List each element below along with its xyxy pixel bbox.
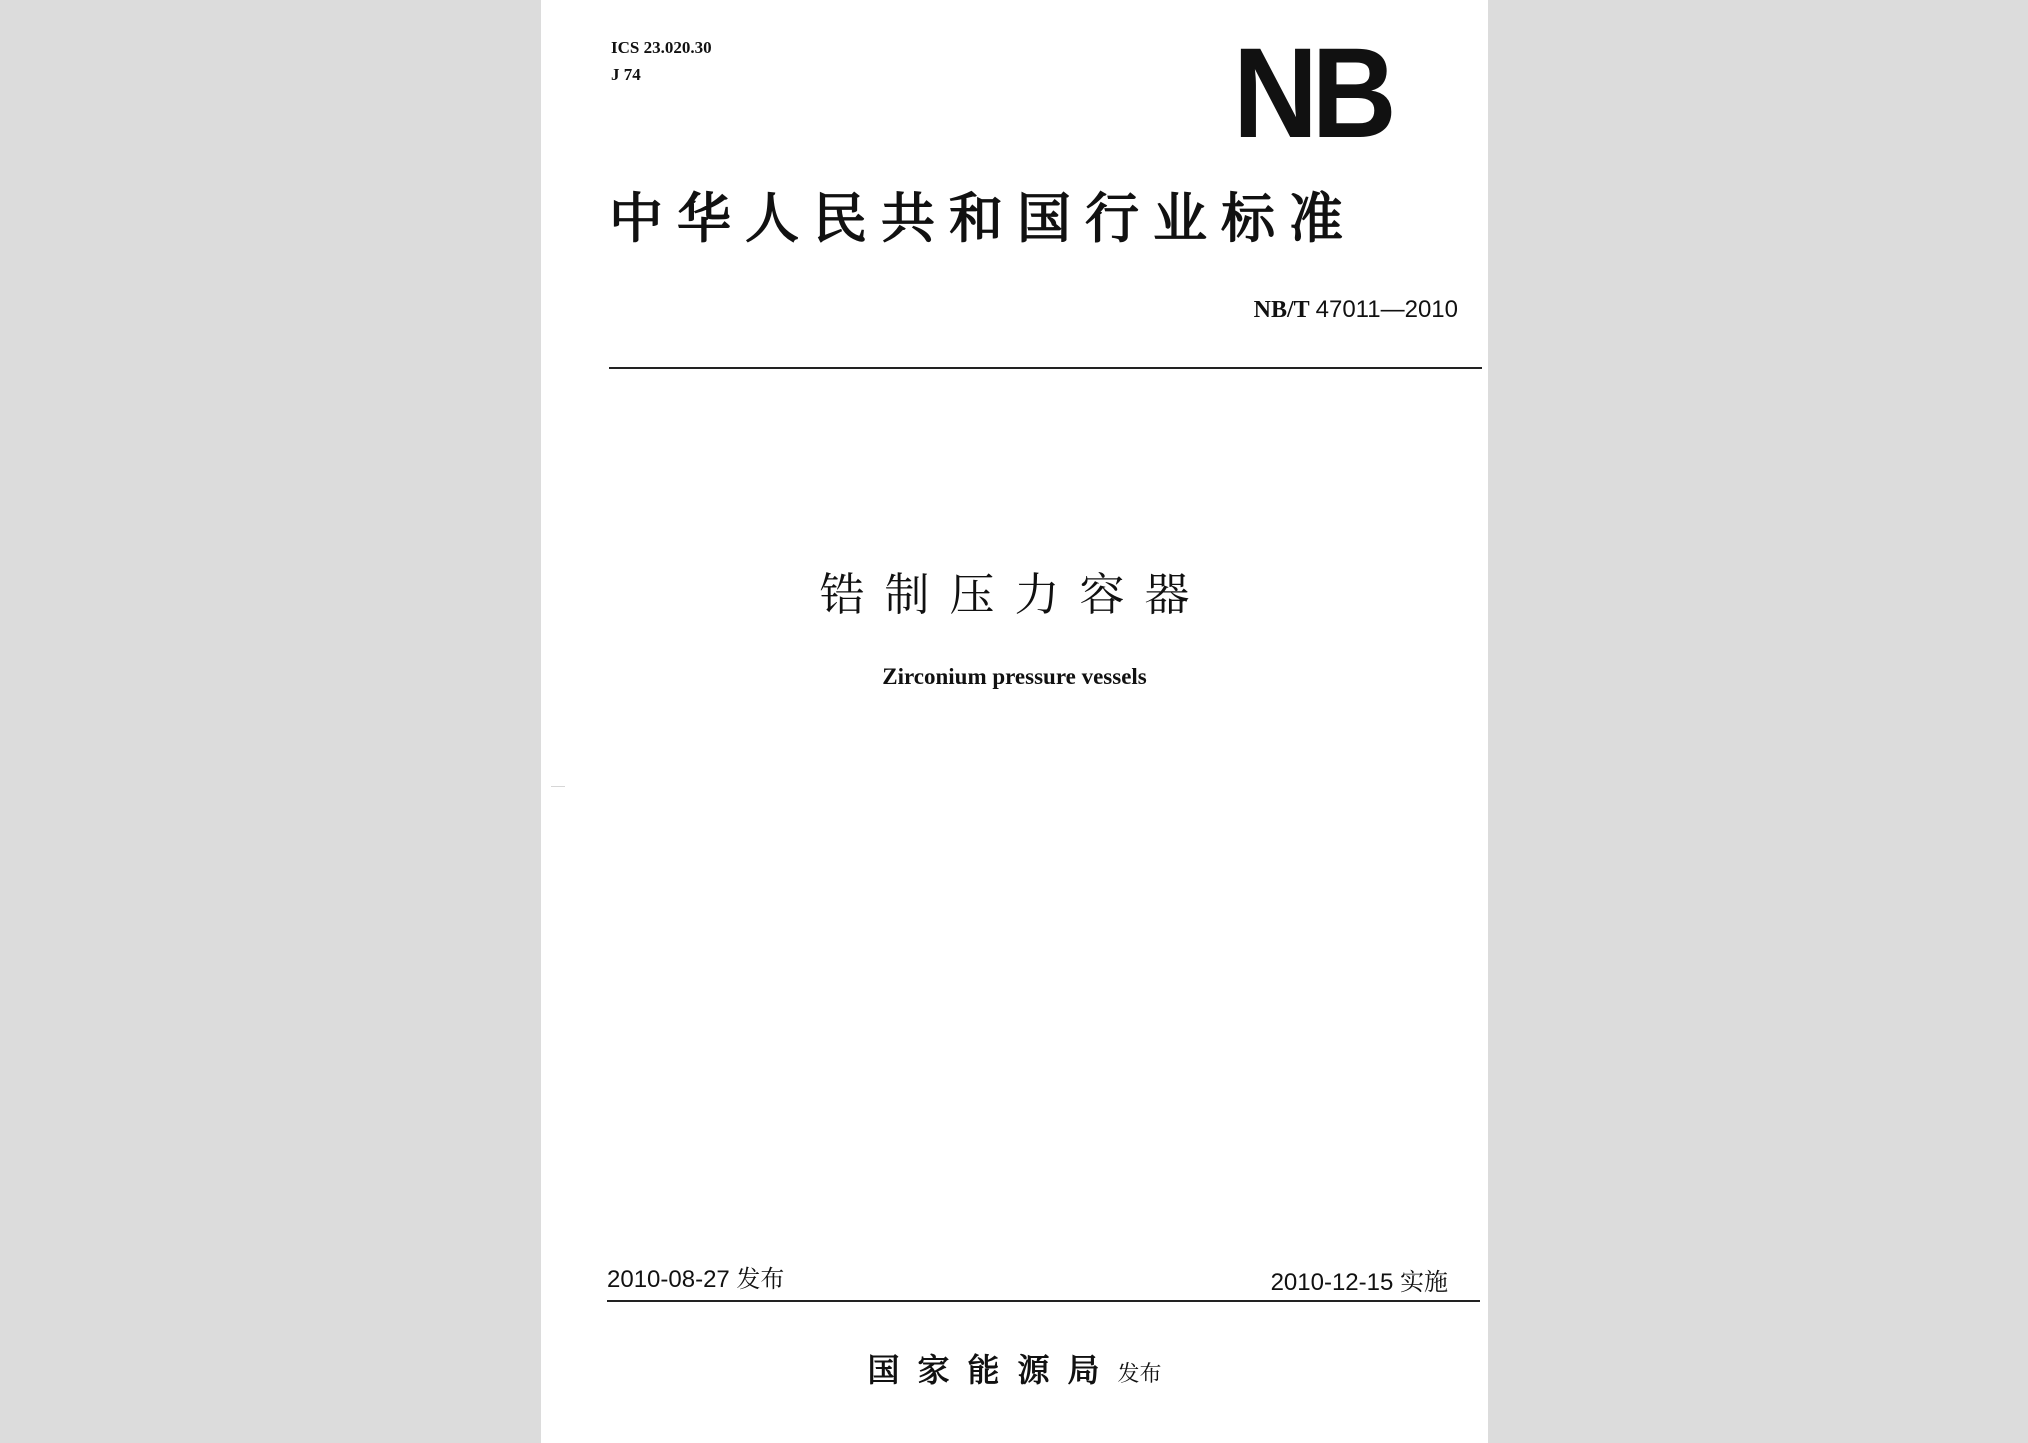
standard-number-value: 47011—2010 [1315,296,1458,323]
implementation-date: 2010-12-15 实施 [1270,1269,1448,1296]
issue-date: 2010-08-27 发布 [607,1266,785,1293]
classification-codes [611,34,712,88]
standard-prefix: NB/T [1253,297,1310,323]
ccs-code: J 74 [611,65,641,84]
ics-code: ICS 23.020.30 [611,38,712,57]
document-page [541,0,1488,1443]
standard-heading: 中华人民共和国行业标准 [609,186,1357,250]
scan-mark [551,786,565,787]
document-title-english: Zirconium pressure vessels [882,664,1147,689]
standard-number [1254,296,1458,324]
document-title-chinese: 锆制压力容器 [819,568,1210,621]
top-divider [609,367,1482,369]
publisher-name: 国家能源局 [867,1351,1118,1389]
nb-logo: NB [1233,22,1391,165]
publisher [541,1345,1488,1391]
publisher-suffix: 发布 [1117,1362,1162,1387]
bottom-divider [607,1300,1480,1302]
